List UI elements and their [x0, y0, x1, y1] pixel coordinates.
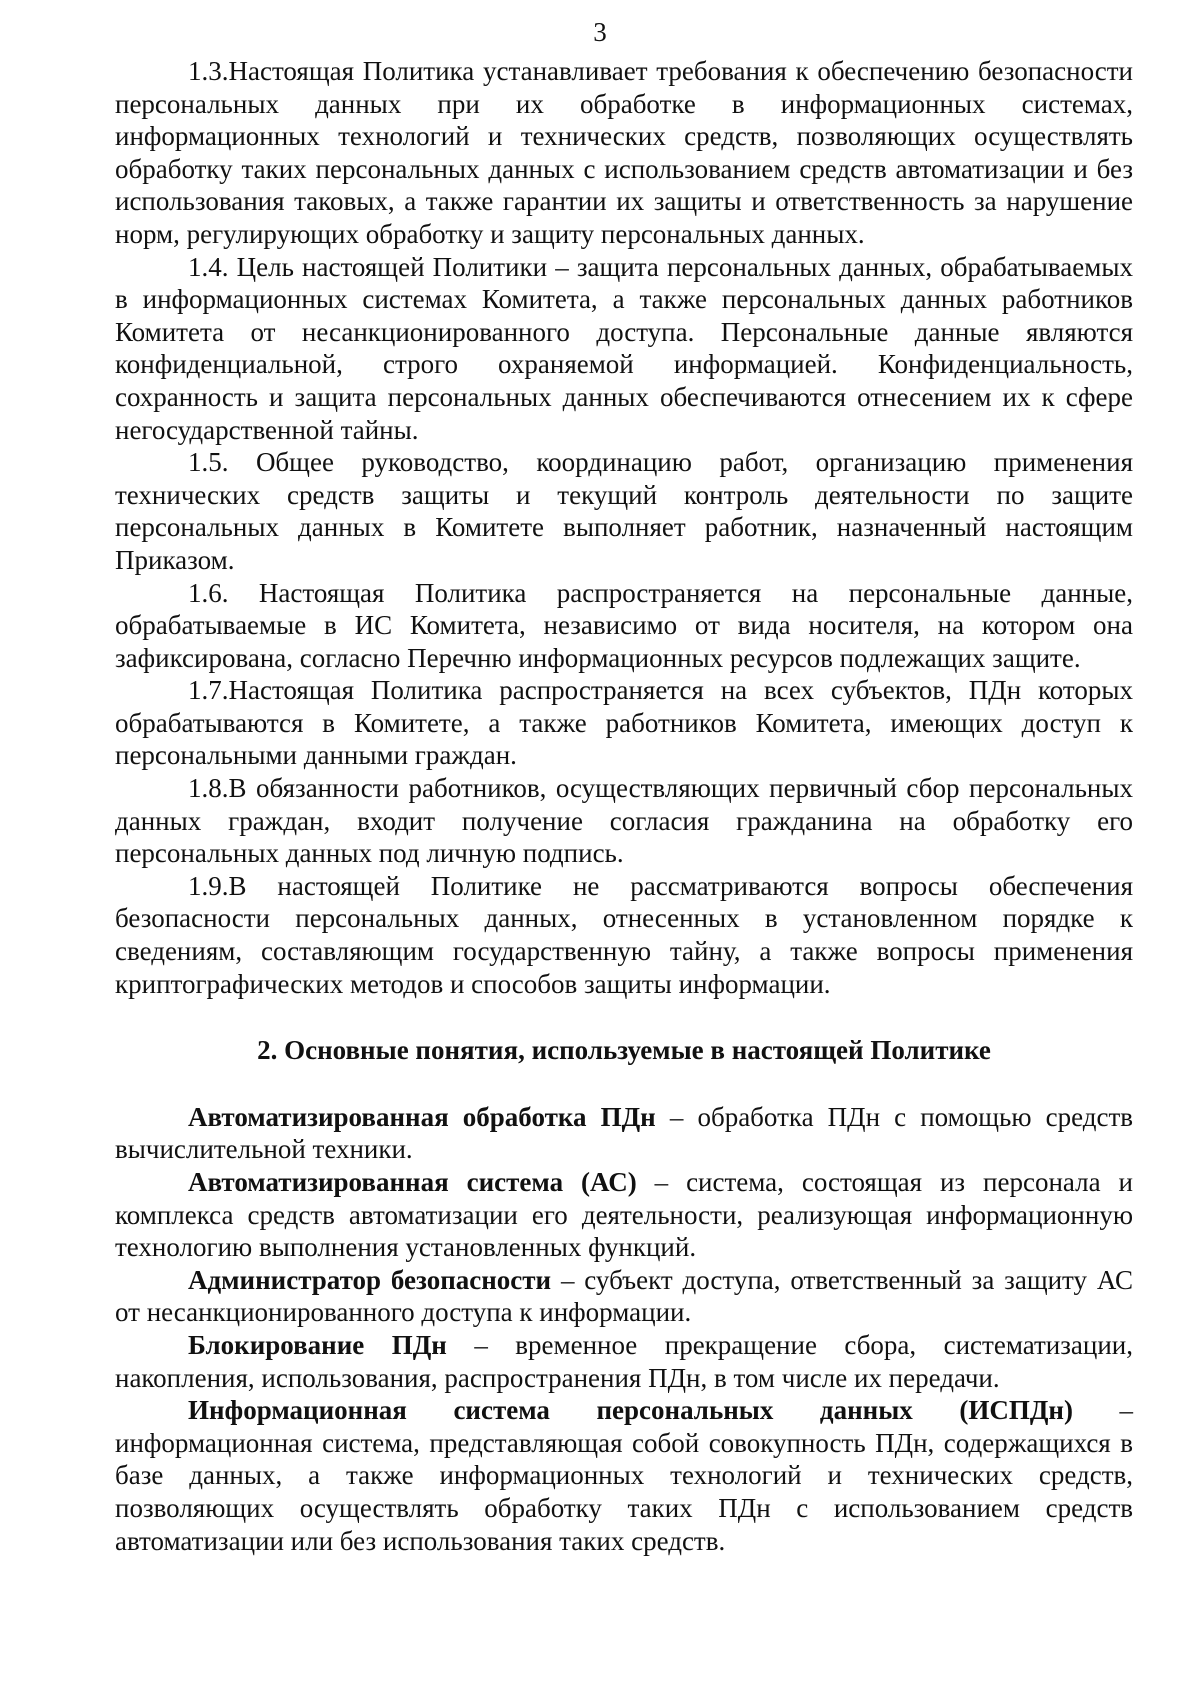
- paragraph-1-9: 1.9.В настоящей Политике не рассматриваются вопросы обеспечения безопасности персональных данных, отнесенных в установленном порядке к сведениям, составляющим государственную тайну, а также вопросы применения криптографических методов и способов защиты информации.: [115, 870, 1133, 999]
- definition-text: – информационная система, представляющая собой совокупность ПДн, содержащихся в базе данных, а также информационных технологий и технических средств, позволяющих осуществлять обработку таких ПДн с использованием средств автоматизации или без использования таких средств.: [115, 1395, 1134, 1556]
- definition-term: Блокирование ПДн: [188, 1329, 447, 1360]
- definition-term: Автоматизированная система (АС): [188, 1167, 637, 1197]
- paragraph-1-8: 1.8.В обязанности работников, осуществляющих первичный сбор персональных данных граждан, входит получение согласия гражданина на обработку его персональных данных под личную подпись.: [115, 773, 1133, 869]
- definition-security-administrator: [115, 1264, 1133, 1329]
- definition-text: – система, состоящая из персонала и комплекса средств автоматизации его деятельности, реализующая информационную технологию выполнения установленных функций.: [115, 1167, 1133, 1263]
- document-body: [115, 55, 1133, 1557]
- section-heading: 2. Основные понятия, используемые в настоящей Политике: [257, 1035, 991, 1066]
- definition-ispdn: [115, 1394, 1133, 1557]
- definition-term: Автоматизированная обработка ПДн: [188, 1101, 656, 1132]
- page-number: 3: [593, 17, 607, 47]
- definition-automated-processing: [115, 1101, 1133, 1166]
- definition-term: Администратор безопасности: [188, 1264, 552, 1295]
- paragraph-1-6: 1.6. Настоящая Политика распространяется на персональные данные, обрабатываемые в ИС Комитета, независимо от вида носителя, на котором она зафиксирована, согласно Перечню информационных ресурсов подлежащих защите.: [115, 577, 1133, 673]
- definition-text: – временное прекращение сбора, систематизации, накопления, использования, распространения ПДн, в том числе их передачи.: [115, 1329, 1134, 1393]
- paragraph-1-4: 1.4. Цель настоящей Политики – защита персональных данных, обрабатываемых в информационных системах Комитета, а также персональных данных работников Комитета от несанкционированного доступа. Персональные данные являются конфиденциальной, строго охраняемой информацией. Конфиденциальность, сохранность и защита персональных данных обеспечиваются отнесением их к сфере негосударственной тайны.: [115, 251, 1133, 445]
- paragraph-1-5: 1.5. Общее руководство, координацию работ, организацию применения технических средств защиты и текущий контроль деятельности по защите персональных данных в Комитете выполняет работник, назначенный настоящим Приказом.: [115, 447, 1133, 575]
- definition-blocking: [115, 1329, 1133, 1394]
- definition-term: Информационная система персональных данных (ИСПДн): [188, 1395, 1073, 1426]
- definition-automated-system: [115, 1166, 1133, 1264]
- definition-text: – обработка ПДн с помощью средств вычислительной техники.: [115, 1101, 1134, 1165]
- paragraph-1-3: 1.3.Настоящая Политика устанавливает требования к обеспечению безопасности персональных данных при их обработке в информационных системах, информационных технологий и технических средств, позволяющих осуществлять обработку таких персональных данных с использованием средств автоматизации и без использования таковых, а также гарантии их защиты и ответственность за нарушение норм, регулирующих обработку и защиту персональных данных.: [115, 56, 1133, 249]
- definition-text: – субъект доступа, ответственный за защиту АС от несанкционированного доступа к информации.: [115, 1264, 1134, 1328]
- paragraph-1-7: 1.7.Настоящая Политика распространяется на всех субъектов, ПДн которых обрабатываются в Комитете, а также работников Комитета, имеющих доступ к персональными данными граждан.: [115, 675, 1133, 771]
